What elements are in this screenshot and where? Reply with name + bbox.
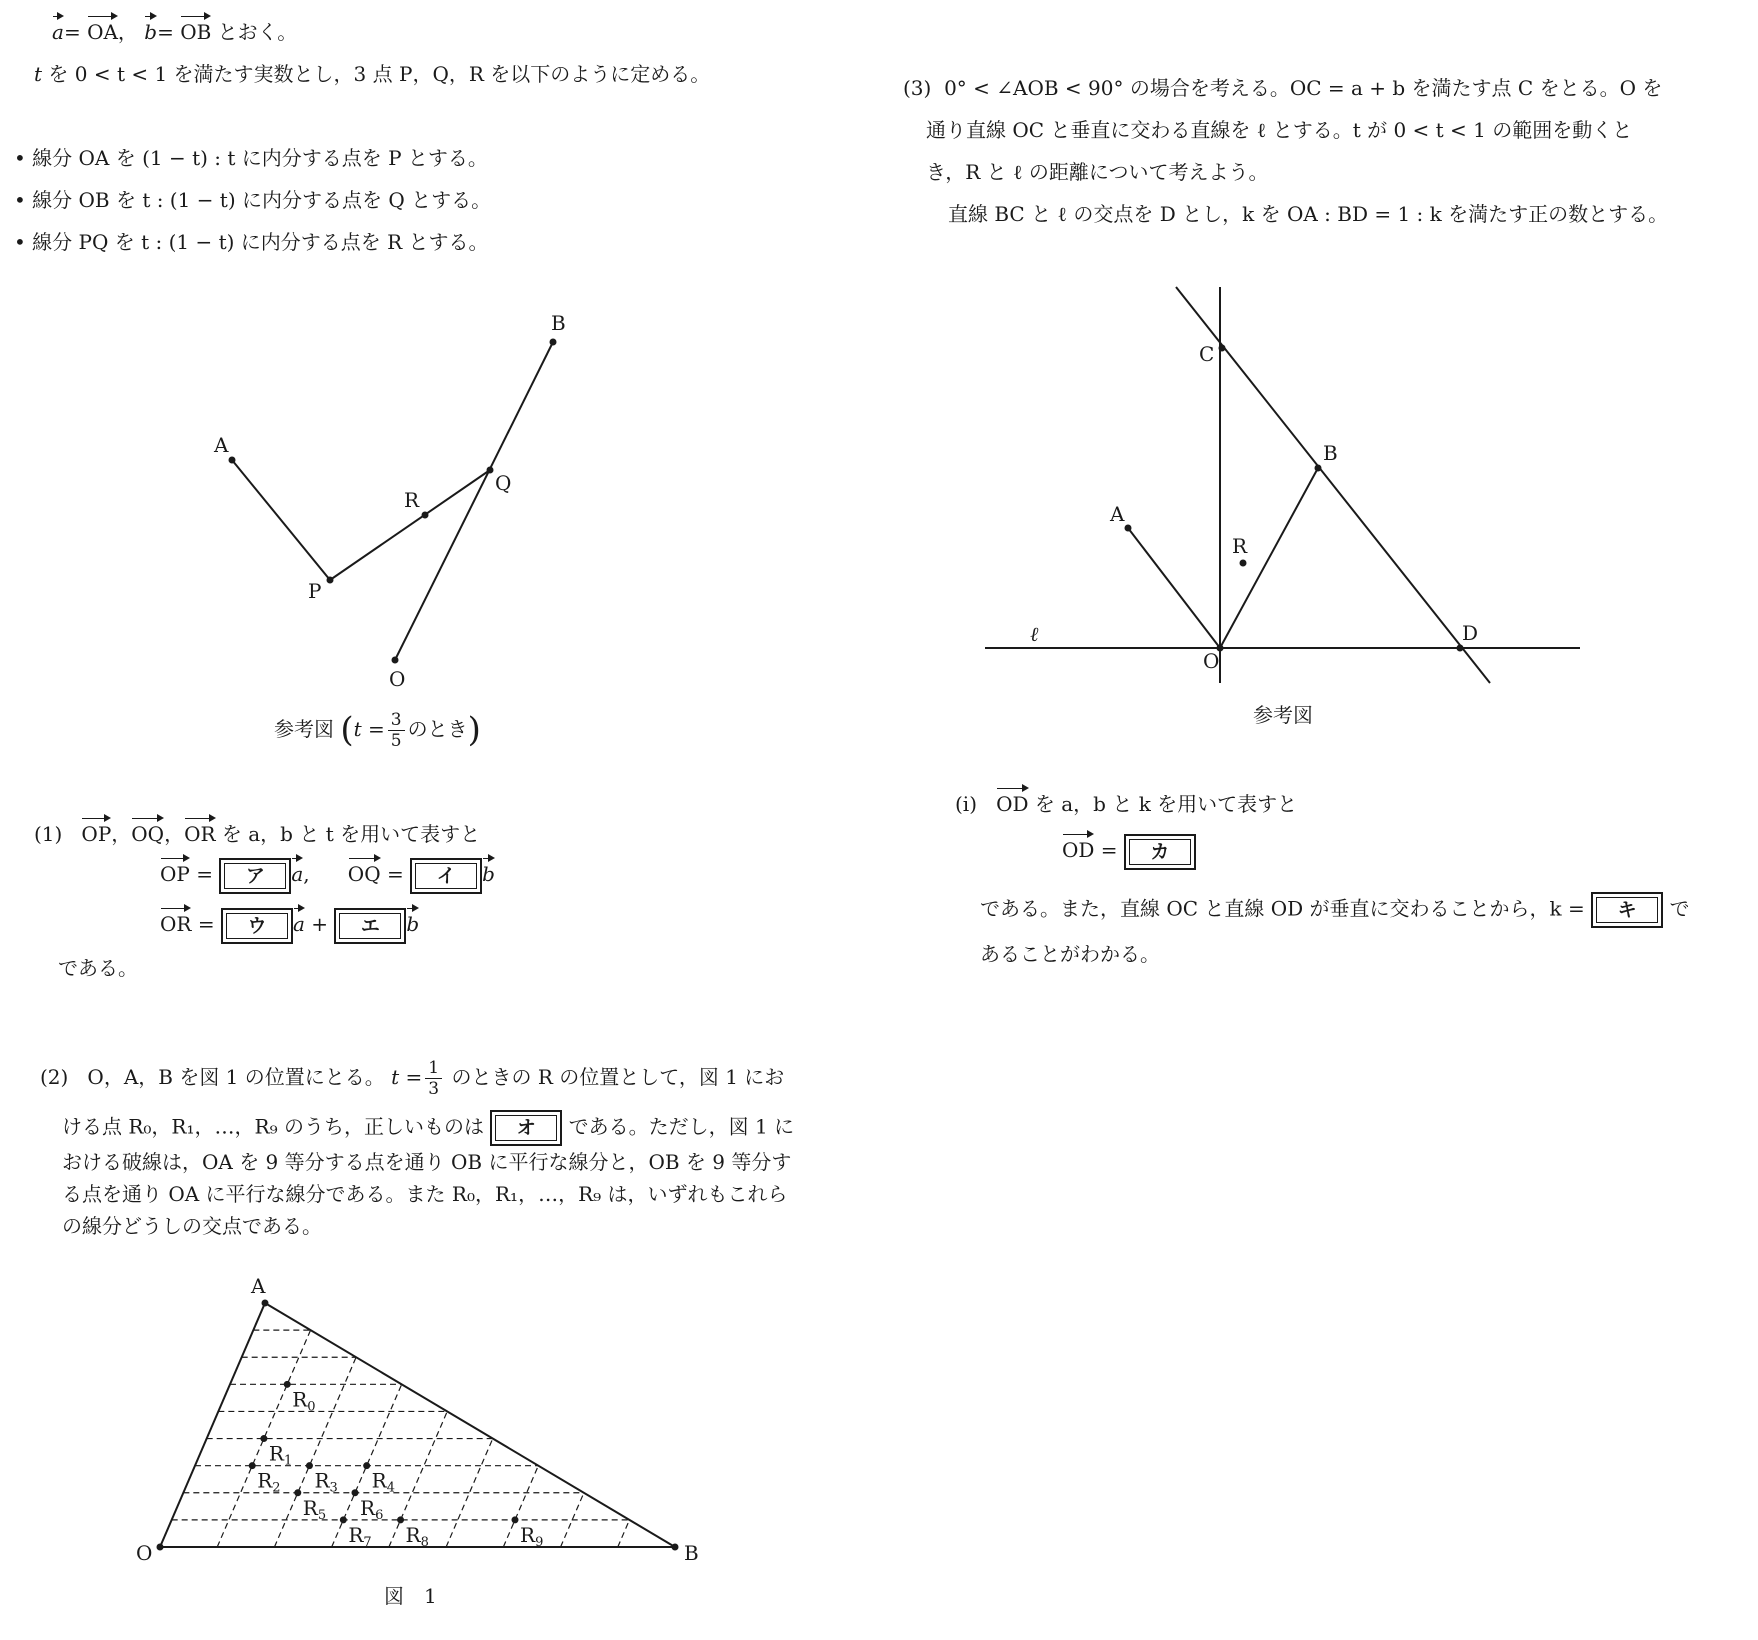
vector-ob: OB [180,14,211,44]
segment-ob-right [1220,468,1318,648]
fig1-label-r4: $R_4$ [371,1468,396,1496]
q1-stem: (1) OP，OQ，OR を a，b と t を用いて表すと [34,816,480,846]
label-r-right: R [1232,534,1248,558]
answer-box-u[interactable]: ウ [221,908,293,944]
q3i-stem-text: を a，b と k を用いて表すと [1034,792,1298,816]
label-c: C [1199,342,1215,366]
q2-line5: の線分どうしの交点である。 [62,1214,322,1238]
label-b-right: B [1323,441,1338,465]
label-l: ℓ [1030,622,1039,646]
q3i-number: (i) [955,792,978,816]
q3-line3: き，R と ℓ の距離について考えよう。 [926,160,1269,184]
q3i-answer-line: OD = カ [1062,832,1196,870]
fig1-caption: 図 1 [384,1584,437,1608]
q2-fraction: $\frac{1}{3}$ [425,1058,442,1099]
vector-od: OD [996,786,1028,816]
fig1-label-o: O [136,1541,153,1565]
label-q: Q [495,471,512,495]
intro-line2: t を 0 < t < 1 を満たす実数とし，3 点 P，Q，R を以下のように定める。 [34,62,711,86]
q2-t: t = [391,1065,423,1089]
q2-line3: おける破線は，OA を 9 等分する点を通り OB に平行な線分と，OB を 9 等分す [62,1150,792,1174]
q1-tail: である。 [58,956,138,980]
answer-box-i[interactable]: イ [410,858,482,894]
q3-line2: 通り直線 OC と垂直に交わる直線を ℓ とする。t が 0 < t < 1 の範囲を動くと [926,118,1633,142]
answer-box-e[interactable]: エ [334,908,406,944]
caption-text: 参考図 [274,717,334,741]
fig1-label-r2: $R_2$ [257,1468,281,1496]
q3i-last: あることがわかる。 [980,942,1160,966]
vector-od-eq: OD [1062,832,1094,862]
reference-caption-left: 参考図 (t = $\frac{3}{5}$ のとき) [274,710,481,751]
label-a: A [214,433,229,457]
q2-line1-pre: O，A，B を図 1 の位置にとる。 [87,1065,385,1089]
q3i-line-post: で [1669,896,1690,921]
fig1-label-r7: $R_7$ [348,1522,372,1550]
q3-number: (3) [903,76,932,100]
bullet-1: • 線分 OA を (1 − t) : t に内分する点を P とする。 [14,146,488,170]
vector-oq-eq: OQ [348,856,381,886]
q3-line4: 直線 BC と ℓ の交点を D とし，k を OA : BD = 1 : k を満たす正の数とする。 [948,202,1669,226]
q2-number: (2) [40,1065,69,1089]
vector-a: a [52,14,64,44]
segment-oa-right [1128,528,1220,648]
q2-line2-pre: ける点 R₀，R₁，…，R₉ のうち，正しいものは [62,1114,484,1139]
point-r-right [1240,560,1247,567]
vector-op-eq: OP [160,856,190,886]
reference-caption-right: 参考図 [1253,703,1313,727]
answer-box-ki[interactable]: キ [1591,892,1663,928]
point-b-right [1315,465,1322,472]
vector-b: b [144,14,157,44]
q1-answer-line1: OP = ア a, OQ = イ b [160,856,495,894]
point-d [1457,645,1464,652]
fig1-label-r6: $R_6$ [360,1495,384,1523]
vector-oq: OQ [131,816,164,846]
fig1-label-r3: $R_3$ [314,1468,338,1496]
fig1-label-r0: $R_0$ [292,1387,316,1415]
q3i-line2 [980,892,1690,928]
q3-line1-text: 0° < ∠AOB < 90° の場合を考える。OC = a + b を満たす点 C をとる。O を [944,76,1663,100]
label-p: P [308,579,322,603]
fig1-label-r5: $R_5$ [302,1495,327,1523]
label-r: R [404,488,420,512]
point-a-right [1125,525,1132,532]
vector-or: OR [184,816,215,846]
q1-number: (1) [34,822,63,846]
label-o: O [389,667,406,691]
point-c [1219,345,1226,352]
caption-t: t = [353,717,385,741]
fig1-label-a: A [251,1274,266,1298]
answer-box-ka[interactable]: カ [1124,834,1196,870]
fig1-label-r8: $R_8$ [405,1522,429,1550]
intro-def-tail: とおく。 [217,20,298,44]
intro-definitions: a= OA， b= OB とおく。 [52,14,297,44]
q2-line1-post: のときの R の位置として，図 1 にお [451,1065,785,1089]
label-a-right: A [1110,502,1125,526]
bullet-2: • 線分 OB を t : (1 − t) に内分する点を Q とする。 [14,188,492,212]
fig1-label-r1: $R_1$ [268,1441,293,1469]
bullet-3: • 線分 PQ を t : (1 − t) に内分する点を R とする。 [14,230,489,254]
q3i-stem [955,786,1297,816]
q1-stem-text: を a，b と t を用いて表すと [221,822,481,846]
caption-post: のとき [407,717,468,741]
label-o-right: O [1203,649,1220,673]
vector-op: OP [81,816,111,846]
q2-line2-post: である。ただし，図 1 に [568,1114,795,1139]
vector-oa: OA [87,14,118,44]
answer-box-a[interactable]: ア [219,858,291,894]
caption-fraction: $\frac{3}{5}$ [388,710,405,751]
q3i-line-pre: である。また，直線 OC と直線 OD が垂直に交わることから，k = [980,896,1585,921]
q2-line4: る点を通り OA に平行な線分である。また R₀，R₁，…，R₉ は，いずれもこれら [62,1182,788,1206]
intro-line2-text: を 0 < t < 1 を満たす実数とし，3 点 P，Q，R を以下のように定める。 [48,62,711,86]
fig1-label-r9: $R_9$ [520,1522,544,1550]
fig1-label-b: B [684,1541,699,1565]
label-d: D [1462,621,1479,645]
label-b: B [551,311,566,335]
q1-answer-line2: OR = ウ a + エ b [160,906,419,944]
vector-or-eq: OR [160,906,191,936]
answer-box-o[interactable]: オ [490,1110,562,1146]
